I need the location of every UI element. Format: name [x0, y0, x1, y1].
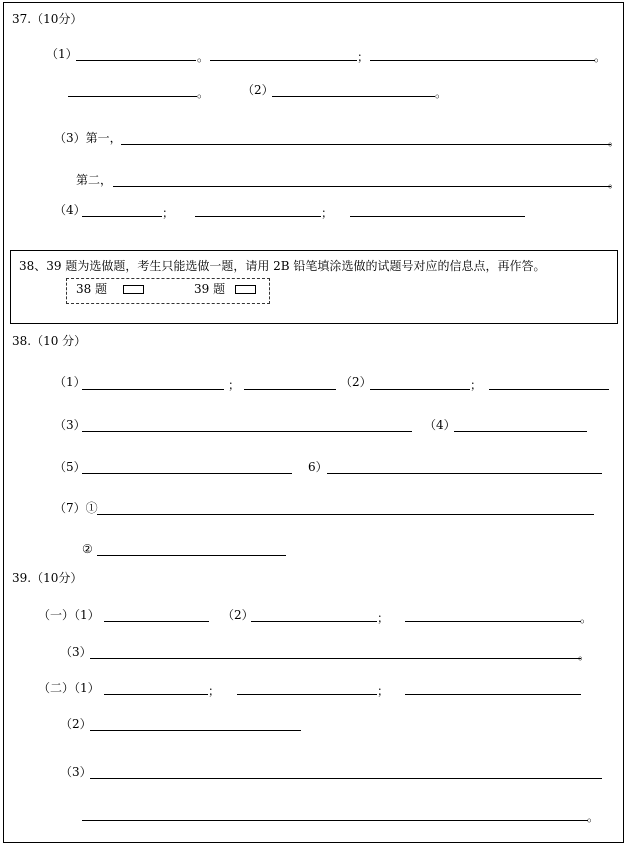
q37-part3-label: （3）第一，	[54, 131, 122, 145]
q39-sectionA-part3-label: （3）	[60, 645, 92, 659]
q38-heading: 38.（10 分）	[12, 334, 87, 348]
q39-period: 。	[580, 611, 593, 625]
q38-blank-10[interactable]	[97, 555, 286, 556]
q37-blank-10[interactable]	[350, 216, 525, 217]
q37-semicolon: ；	[357, 50, 370, 64]
q37-period: 。	[435, 86, 448, 100]
q37-part3-second-label: 第二，	[76, 173, 113, 187]
q38-blank-2[interactable]	[244, 389, 336, 390]
q39-sectionB-part1-label: （二）（1）	[38, 681, 100, 695]
q38-blank-9[interactable]	[97, 514, 594, 515]
q39-blank-6[interactable]	[237, 694, 377, 695]
q39-sectionA-part2-label: （2）	[222, 608, 254, 622]
q38-part7-second-label: ②	[82, 542, 93, 556]
q39-heading: 39.（10分）	[12, 571, 83, 585]
q38-blank-8[interactable]	[327, 473, 602, 474]
q37-blank-5[interactable]	[272, 96, 435, 97]
q37-period: 。	[608, 176, 621, 190]
q37-blank-1[interactable]	[76, 60, 196, 61]
q38-part7-label: （7）①	[54, 501, 98, 515]
q38-blank-5[interactable]	[82, 431, 412, 432]
q37-blank-8[interactable]	[82, 216, 162, 217]
q38-blank-4[interactable]	[489, 389, 609, 390]
q37-blank-2[interactable]	[210, 60, 357, 61]
q38-part5-label: （5）	[54, 460, 86, 474]
q38-part4-label: （4）	[424, 418, 456, 432]
q39-period: 。	[578, 648, 591, 662]
q38-blank-3[interactable]	[370, 389, 470, 390]
q38-part6-label: 6）	[308, 460, 328, 474]
elective-notice-text: 38、39 题为选做题，考生只能选做一题，请用 2B 铅笔填涂选做的试题号对应的信息点，再作答。	[19, 259, 546, 273]
q39-blank-7[interactable]	[405, 694, 581, 695]
q37-heading: 37.（10分）	[12, 12, 83, 26]
answer-sheet-frame	[3, 2, 624, 843]
q37-period: 。	[197, 50, 210, 64]
q37-period: 。	[197, 86, 210, 100]
q39-semicolon: ；	[208, 684, 221, 698]
q39-semicolon: ；	[377, 611, 390, 625]
q37-blank-6[interactable]	[121, 144, 611, 145]
q39-blank-10[interactable]	[82, 820, 588, 821]
q39-blank-5[interactable]	[104, 694, 208, 695]
q39-period: 。	[587, 810, 600, 824]
q37-semicolon: ；	[162, 206, 175, 220]
q38-blank-1[interactable]	[82, 389, 224, 390]
option-38-bubble[interactable]	[123, 285, 144, 294]
q39-blank-9[interactable]	[90, 778, 602, 779]
q37-blank-4[interactable]	[68, 96, 197, 97]
option-39-label: 39 题	[194, 282, 226, 296]
q38-semicolon: ；	[228, 378, 241, 392]
q39-blank-2[interactable]	[251, 621, 377, 622]
q38-blank-7[interactable]	[82, 473, 292, 474]
q39-blank-8[interactable]	[90, 730, 301, 731]
option-38-label: 38 题	[76, 282, 108, 296]
q39-blank-1[interactable]	[104, 621, 209, 622]
q37-blank-3[interactable]	[370, 60, 595, 61]
q39-blank-4[interactable]	[90, 658, 581, 659]
q38-part3-label: （3）	[54, 418, 86, 432]
q37-part4-label: （4）	[54, 203, 86, 217]
q37-part1-label: （1）	[46, 47, 78, 61]
q38-part2-label: （2）	[340, 375, 372, 389]
q37-blank-9[interactable]	[195, 216, 321, 217]
q37-semicolon: ；	[321, 206, 334, 220]
q38-semicolon: ；	[470, 378, 483, 392]
q38-blank-6[interactable]	[454, 431, 587, 432]
option-39-bubble[interactable]	[235, 285, 256, 294]
q37-period: 。	[594, 50, 607, 64]
q37-period: 。	[608, 134, 621, 148]
q39-blank-3[interactable]	[405, 621, 581, 622]
q39-sectionA-part1-label: （一）（1）	[38, 608, 100, 622]
q38-part1-label: （1）	[54, 375, 86, 389]
q39-sectionB-part2-label: （2）	[60, 717, 92, 731]
q39-sectionB-part3-label: （3）	[60, 765, 92, 779]
q39-semicolon: ；	[377, 684, 390, 698]
q37-blank-7[interactable]	[113, 186, 611, 187]
q37-part2-label: （2）	[242, 83, 274, 97]
